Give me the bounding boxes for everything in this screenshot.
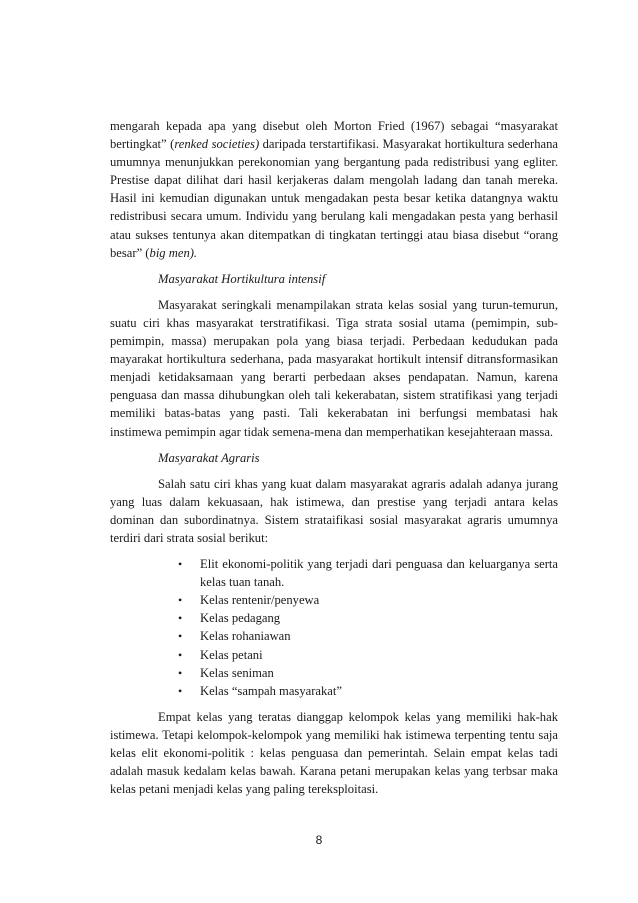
section-heading-hortikultura-intensif: Masyarakat Hortikultura intensif [158, 271, 326, 286]
bullet-icon: • [178, 665, 183, 680]
list-item-text: Kelas rohaniawan [200, 629, 291, 644]
bullet-icon: • [178, 593, 183, 608]
bullet-icon: • [178, 647, 183, 662]
list-item-text: Kelas seniman [200, 665, 274, 680]
list-item-text: Kelas rentenir/penyewa [200, 593, 320, 608]
list-item [178, 591, 558, 609]
paragraph-4: Empat kelas yang teratas dianggap kelompok kelas yang memiliki hak-hak istimewa. Tetapi kelompok-kelompok yang memiliki hak istimewa terpenting tentu saja kelas elit ekonomi-politik : kelas penguasa dan pemerintah. Selain empat kelas tadi adalah masuk kedalam kelas bawah. Karana petani merupakan kelas yang terbsar maka kelas petani menjadi kelas yang paling tereksploitasi. [110, 709, 558, 797]
paragraph-1-text-a: mengarah kepada apa yang disebut oleh Morton Fried (1967) sebagai “masyarakat bertingkat” ( [110, 119, 558, 152]
paragraph-1-italic-b: big men). [149, 245, 198, 260]
paragraph-3: Salah satu ciri khas yang kuat dalam masyarakat agraris adalah adanya jurang yang luas dalam kekuasaan, hak istimewa, dan prestise yang terjadi antara kelas dominan dan subordinatnya. Sistem strataifikasi sosial masyarakat agraris umumnya terdiri dari strata sosial berikut: [110, 476, 558, 545]
page-content [110, 117, 558, 798]
page-number: 8 [315, 833, 323, 847]
bullet-icon: • [178, 611, 183, 626]
list-item [178, 646, 558, 664]
list-item [178, 627, 558, 645]
paragraph-1 [110, 117, 558, 262]
list-item [178, 664, 558, 682]
strata-list [110, 555, 558, 700]
section-heading-agraris: Masyarakat Agraris [158, 450, 260, 465]
bullet-icon: • [178, 557, 183, 572]
list-item-text: Kelas pedagang [200, 611, 281, 626]
list-item-text: Elit ekonomi-politik yang terjadi dari penguasa dan keluarganya serta kelas tuan tanah. [200, 557, 558, 590]
bullet-icon: • [178, 683, 183, 698]
paragraph-2: Masyarakat seringkali menampilakan strata kelas sosial yang turun-temurun, suatu ciri khas masyarakat terstratifikasi. Tiga strata sosial utama (pemimpin, sub-pemimpin, massa) merupakan pola yang biasa terjadi. Perbedaan kedudukan pada mayarakat hortikultura sederhana, pada masyarakat hortikult intensif ditransformasikan menjadi ketidaksamaan yang berarti perbedaan akses pendapatan. Namun, karena penguasa dan massa dihubungkan oleh tali kekerabatan, sistem stratifikasi yang terjadi memiliki batas-batas yang pasti. Tali kekerabatan ini berfungsi membatasi hak instimewa pemimpin agar tidak semena-mena dan memperhatikan kesejahteraan massa. [110, 297, 558, 439]
bullet-icon: • [178, 629, 183, 644]
list-item [178, 555, 558, 591]
list-item-text: Kelas “sampah masyarakat” [200, 683, 342, 698]
paragraph-1-text-b: daripada terstartifikasi. Masyarakat hortikultura sederhana umumnya menunjukkan perekonomian yang bergantung pada redistribusi yang egliter. Prestise dapat dilihat dari hasil kerjakeras dalam mengolah ladang dan tanah mereka. Hasil ini kemudian digunakan untuk mengadakan pesta besar ketika datangnya waktu redistribusi secara umum. Individu yang berulang kali mengadakan pesta yang berhasil atau sukses tentunya akan ditempatkan di tingkatan tertinggi atau biasa disebut “orang besar” ( [110, 137, 558, 260]
list-item-text: Kelas petani [200, 647, 263, 662]
list-item [178, 609, 558, 627]
paragraph-1-italic-a: renked societies) [174, 137, 260, 152]
list-item [178, 682, 558, 700]
